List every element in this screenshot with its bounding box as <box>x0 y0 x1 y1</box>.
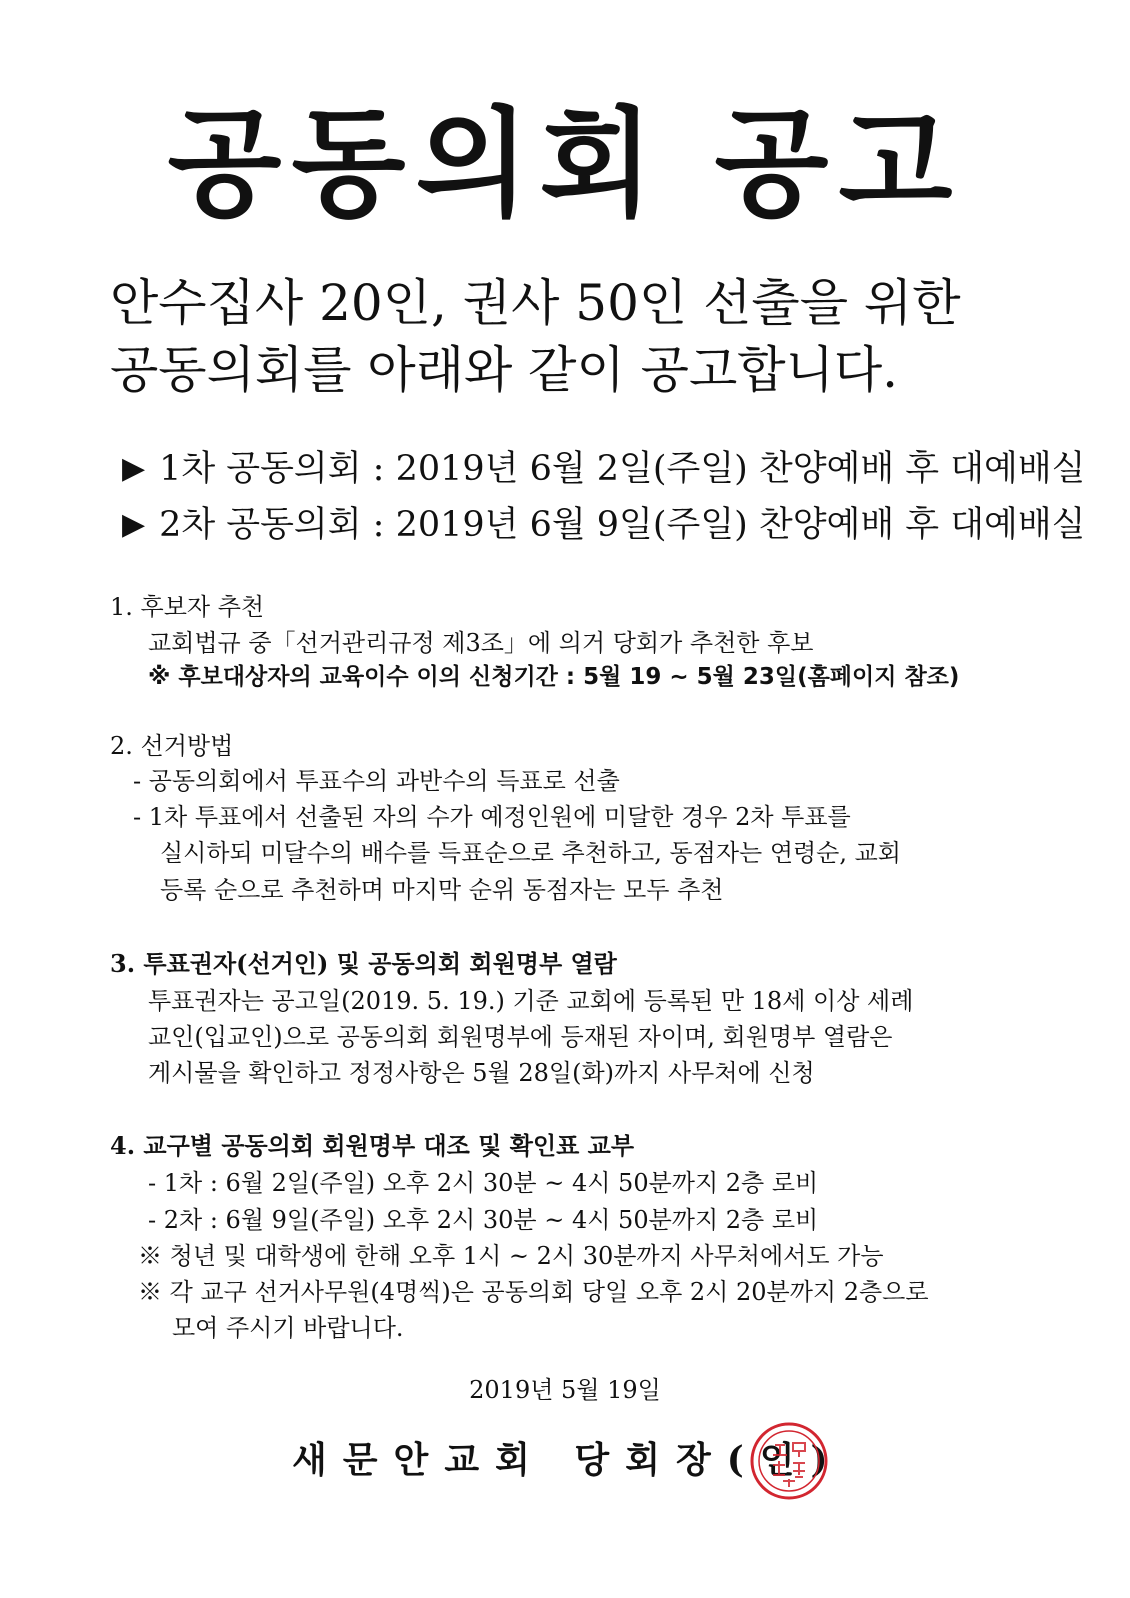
section-1-line: 교회법규 중「선거관리규정 제3조」에 의거 당회가 추천한 후보 <box>148 629 814 657</box>
notice-date: 2019년 5월 19일 <box>469 1376 661 1404</box>
section-2-line: - 공동의회에서 투표수의 과반수의 득표로 선출 <box>133 767 620 795</box>
church-seal-stamp-icon <box>749 1421 829 1501</box>
section-4-line: - 1차 : 6월 2일(주일) 오후 2시 30분 ~ 4시 50분까지 2층 로비 <box>148 1169 819 1197</box>
meeting-1-text: 1차 공동의회 : 2019년 6월 2일(주일) 찬양예배 후 대예배실 <box>159 449 1086 489</box>
triangle-bullet-icon: ▶ <box>122 507 146 542</box>
section-3-line: 투표권자는 공고일(2019. 5. 19.) 기준 교회에 등록된 만 18세 이상 세례 <box>148 987 914 1015</box>
section-1-note: ※ 후보대상자의 교육이수 이의 신청기간 : 5월 19 ~ 5월 23일(홈페이지 참조) <box>148 664 960 690</box>
section-2-line: - 1차 투표에서 선출된 자의 수가 예정인원에 미달한 경우 2차 투표를 <box>133 803 851 831</box>
section-2-line: 실시하되 미달수의 배수를 득표순으로 추천하고, 동점자는 연령순, 교회 <box>160 839 901 867</box>
meeting-2 <box>122 505 1086 545</box>
section-4-note: ※ 청년 및 대학생에 한해 오후 1시 ~ 2시 30분까지 사무처에서도 가능 <box>138 1242 884 1270</box>
section-2-line: 등록 순으로 추천하며 마지막 순위 동점자는 모두 추천 <box>160 876 724 904</box>
triangle-bullet-icon: ▶ <box>122 451 146 486</box>
section-3-line: 교인(입교인)으로 공동의회 회원명부에 등재된 자이며, 회원명부 열람은 <box>148 1023 893 1051</box>
section-3-line: 게시물을 확인하고 정정사항은 5월 28일(화)까지 사무처에 신청 <box>148 1059 815 1087</box>
subtitle-line-1: 안수집사 20인, 권사 50인 선출을 위한 <box>110 274 961 332</box>
meeting-1 <box>122 449 1086 489</box>
section-4-line: 모여 주시기 바랍니다. <box>172 1314 404 1342</box>
section-1-heading: 1. 후보자 추천 <box>110 593 265 621</box>
section-4-line: - 2차 : 6월 9일(주일) 오후 2시 30분 ~ 4시 50분까지 2층 로비 <box>148 1206 819 1234</box>
subtitle-line-2: 공동의회를 아래와 같이 공고합니다. <box>110 341 899 399</box>
section-4-note: ※ 각 교구 선거사무원(4명씩)은 공동의회 당일 오후 2시 20분까지 2층으로 <box>138 1278 929 1306</box>
section-3-heading: 3. 투표권자(선거인) 및 공동의회 회원명부 열람 <box>110 949 617 978</box>
section-4-heading: 4. 교구별 공동의회 회원명부 대조 및 확인표 교부 <box>110 1131 635 1160</box>
notice-title: 공동의회 공고 <box>167 94 963 233</box>
meeting-2-text: 2차 공동의회 : 2019년 6월 9일(주일) 찬양예배 후 대예배실 <box>159 505 1086 545</box>
signature-line: 새문안교회 당회장(인) <box>292 1439 844 1481</box>
section-2-heading: 2. 선거방법 <box>110 732 234 760</box>
